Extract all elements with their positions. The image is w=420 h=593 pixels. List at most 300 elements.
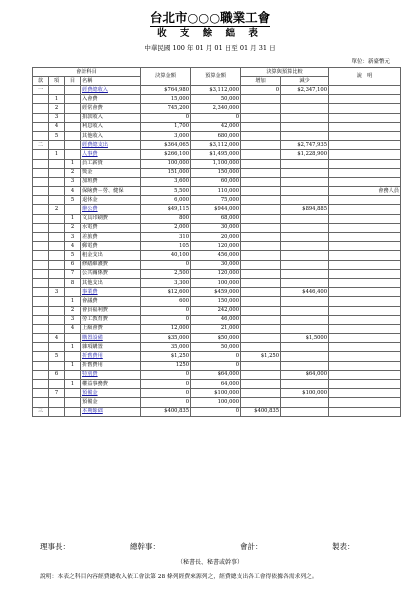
kuan-cell <box>33 352 49 361</box>
table-row <box>33 177 401 186</box>
decrease-cell <box>281 187 329 196</box>
increase-cell <box>241 242 281 251</box>
decrease-cell <box>281 214 329 223</box>
remark-cell <box>329 407 401 416</box>
table-row <box>33 113 401 122</box>
mu-cell: 2 <box>65 306 81 315</box>
remark-cell <box>329 196 401 205</box>
increase-cell <box>241 334 281 343</box>
xiang-cell <box>49 196 65 205</box>
account-name-cell: 入會費 <box>81 95 141 104</box>
increase-cell <box>241 150 281 159</box>
account-name-cell: 雜項購置 <box>81 343 141 352</box>
xiang-cell <box>49 141 65 150</box>
mu-cell: 2 <box>65 168 81 177</box>
increase-cell <box>241 324 281 333</box>
mu-cell: 6 <box>65 260 81 269</box>
increase-cell <box>241 315 281 324</box>
actual-amount-cell: 0 <box>141 398 191 407</box>
kuan-cell <box>33 223 49 232</box>
remark-cell <box>329 131 401 140</box>
table-row <box>33 223 401 232</box>
remark-cell <box>329 352 401 361</box>
kuan-cell <box>33 122 49 131</box>
kuan-cell <box>33 131 49 140</box>
remark-cell <box>329 269 401 278</box>
kuan-cell <box>33 95 49 104</box>
account-name-cell: 加班費 <box>81 177 141 186</box>
mu-cell: 1 <box>65 361 81 370</box>
actual-amount-cell: 0 <box>141 380 191 389</box>
mu-cell: 1 <box>65 380 81 389</box>
kuan-cell <box>33 361 49 370</box>
account-name-cell: 權益事務費 <box>81 380 141 389</box>
xiang-cell <box>49 297 65 306</box>
actual-amount-cell: $35,000 <box>141 334 191 343</box>
secretary-note: （秘書長、秘書或幹事） <box>176 559 243 566</box>
xiang-cell <box>49 187 65 196</box>
decrease-cell: $446,400 <box>281 288 329 297</box>
kuan-cell <box>33 150 49 159</box>
kuan-cell <box>33 380 49 389</box>
kuan-cell <box>33 269 49 278</box>
decrease-cell <box>281 278 329 287</box>
kuan-cell <box>33 370 49 379</box>
increase-cell <box>241 214 281 223</box>
kuan-cell <box>33 398 49 407</box>
remark-cell <box>329 278 401 287</box>
increase-cell <box>241 269 281 278</box>
table-row <box>33 343 401 352</box>
table-row <box>33 251 401 260</box>
decrease-cell: $894,885 <box>281 205 329 214</box>
decrease-cell <box>281 159 329 168</box>
actual-amount-cell: $12,600 <box>141 288 191 297</box>
remark-cell <box>329 113 401 122</box>
table-row <box>33 352 401 361</box>
budget-amount-cell: 50,000 <box>191 343 241 352</box>
budget-amount-cell: 120,000 <box>191 242 241 251</box>
name-header: 名稱 <box>81 77 141 86</box>
table-row <box>33 380 401 389</box>
budget-amount-cell: $64,000 <box>191 370 241 379</box>
account-name-cell: 特別費 <box>81 370 141 379</box>
remark-cell <box>329 214 401 223</box>
increase-cell <box>241 122 281 131</box>
actual-amount-cell: 0 <box>141 306 191 315</box>
actual-amount-cell: 15,000 <box>141 95 191 104</box>
actual-amount-cell: 105 <box>141 242 191 251</box>
budget-amount-cell: 100,000 <box>191 398 241 407</box>
increase-cell <box>241 297 281 306</box>
table-row <box>33 324 401 333</box>
account-name-cell: 修繕維護費 <box>81 260 141 269</box>
mu-cell <box>65 95 81 104</box>
mu-cell: 1 <box>65 159 81 168</box>
actual-amount-cell: $49,115 <box>141 205 191 214</box>
xiang-cell <box>49 324 65 333</box>
xiang-cell: 3 <box>49 113 65 122</box>
budget-amount-cell: $3,112,000 <box>191 141 241 150</box>
actual-amount-cell: 2,500 <box>141 269 191 278</box>
kuan-cell <box>33 242 49 251</box>
kuan-cell <box>33 187 49 196</box>
budget-amount-cell: $1,495,000 <box>191 150 241 159</box>
actual-amount-cell: 745,200 <box>141 104 191 113</box>
table-row <box>33 407 401 416</box>
decrease-cell <box>281 306 329 315</box>
budget-amount-cell: $3,112,000 <box>191 86 241 95</box>
budget-amount-cell: 0 <box>191 352 241 361</box>
account-name-cell: 折舊費用 <box>81 361 141 370</box>
account-name-cell: 差旅費 <box>81 233 141 242</box>
xiang-cell: 4 <box>49 122 65 131</box>
kuan-cell <box>33 113 49 122</box>
xiang-cell <box>49 278 65 287</box>
account-name-cell: 辦公費 <box>81 205 141 214</box>
increase-cell <box>241 196 281 205</box>
account-name-cell: 上級會費 <box>81 324 141 333</box>
budget-amount-cell: 20,000 <box>191 233 241 242</box>
remark-cell <box>329 343 401 352</box>
remark-cell <box>329 334 401 343</box>
document-subtitle: 收 支 餘 絀 表 <box>157 28 263 39</box>
increase-cell <box>241 251 281 260</box>
kuan-cell <box>33 233 49 242</box>
decrease-cell <box>281 131 329 140</box>
remark-cell <box>329 159 401 168</box>
xiang-cell <box>49 233 65 242</box>
budget-amount-cell: 150,000 <box>191 168 241 177</box>
table-row <box>33 260 401 269</box>
increase-cell <box>241 380 281 389</box>
budget-amount-cell: 680,000 <box>191 131 241 140</box>
increase-cell <box>241 187 281 196</box>
table-row <box>33 86 401 95</box>
xiang-cell: 1 <box>49 95 65 104</box>
actual-amount-cell: 0 <box>141 315 191 324</box>
xiang-cell <box>49 398 65 407</box>
budget-amount-cell: 64,000 <box>191 380 241 389</box>
budget-amount-cell: 0 <box>191 407 241 416</box>
mu-cell: 1 <box>65 343 81 352</box>
mu-cell <box>65 389 81 398</box>
mu-cell <box>65 150 81 159</box>
decrease-cell: $64,000 <box>281 370 329 379</box>
budget-amount-cell: 50,000 <box>191 95 241 104</box>
remark-cell <box>329 122 401 131</box>
decrease-cell <box>281 398 329 407</box>
account-name-cell: 保險費－勞、健保 <box>81 187 141 196</box>
compare-header: 決算與預算比較 <box>241 68 329 77</box>
increase-cell <box>241 113 281 122</box>
increase-cell <box>241 233 281 242</box>
remark-cell <box>329 141 401 150</box>
kuan-cell: 二 <box>33 141 49 150</box>
accounts-header: 會計科目 <box>33 68 141 77</box>
account-name-cell: 預備金 <box>81 398 141 407</box>
increase-cell <box>241 95 281 104</box>
kuan-cell: 一 <box>33 86 49 95</box>
account-name-cell: 會議費 <box>81 297 141 306</box>
xiang-cell: 4 <box>49 334 65 343</box>
table-row <box>33 95 401 104</box>
decrease-cell <box>281 177 329 186</box>
remark-cell <box>329 95 401 104</box>
actual-amount-cell: 0 <box>141 260 191 269</box>
table-row <box>33 150 401 159</box>
mu-cell: 3 <box>65 315 81 324</box>
xiang-cell <box>49 260 65 269</box>
decrease-cell: $2,347,100 <box>281 86 329 95</box>
decrease-cell: $1,5000 <box>281 334 329 343</box>
budget-amount-cell: 60,000 <box>191 177 241 186</box>
account-name-cell: 會員福利費 <box>81 306 141 315</box>
mu-cell <box>65 288 81 297</box>
budget-amount-cell: 110,000 <box>191 187 241 196</box>
remark-cell <box>329 242 401 251</box>
mu-header: 目 <box>65 77 81 86</box>
table-row <box>33 104 401 113</box>
mu-cell: 1 <box>65 214 81 223</box>
actual-amount-cell: 800 <box>141 214 191 223</box>
mu-cell: 4 <box>65 324 81 333</box>
mu-cell: 3 <box>65 233 81 242</box>
budget-amount-cell: $100,000 <box>191 389 241 398</box>
table-row <box>33 122 401 131</box>
table-row <box>33 315 401 324</box>
kuan-cell <box>33 315 49 324</box>
budget-amount-cell: 30,000 <box>191 223 241 232</box>
remark-cell <box>329 251 401 260</box>
mu-cell <box>65 205 81 214</box>
table-row <box>33 159 401 168</box>
kuan-cell <box>33 168 49 177</box>
decrease-cell <box>281 260 329 269</box>
actual-amount-cell: $364,065 <box>141 141 191 150</box>
xiang-cell <box>49 214 65 223</box>
decrease-cell <box>281 352 329 361</box>
table-row <box>33 242 401 251</box>
increase-cell <box>241 361 281 370</box>
budget-amount-cell: 75,000 <box>191 196 241 205</box>
actual-amount-cell: 100,000 <box>141 159 191 168</box>
account-name-cell: 其他支出 <box>81 278 141 287</box>
decrease-cell: $100,000 <box>281 389 329 398</box>
xiang-cell <box>49 380 65 389</box>
table-row <box>33 233 401 242</box>
account-name-cell: 公共關係費 <box>81 269 141 278</box>
kuan-cell <box>33 389 49 398</box>
mu-cell <box>65 131 81 140</box>
account-name-cell: 預備金 <box>81 389 141 398</box>
mu-cell <box>65 370 81 379</box>
budget-amount-cell: 0 <box>191 361 241 370</box>
kuan-cell <box>33 324 49 333</box>
xiang-cell <box>49 168 65 177</box>
increase-cell <box>241 223 281 232</box>
increase-cell <box>241 370 281 379</box>
table-row <box>33 205 401 214</box>
remark-cell <box>329 398 401 407</box>
remark-header: 說 明 <box>329 68 401 86</box>
decrease-cell <box>281 113 329 122</box>
mu-cell <box>65 113 81 122</box>
account-name-cell: 經費總支出 <box>81 141 141 150</box>
table-row <box>33 168 401 177</box>
budget-amount-cell: $944,000 <box>191 205 241 214</box>
actual-amount-cell: $1,250 <box>141 352 191 361</box>
table-row <box>33 370 401 379</box>
account-name-cell: 員工薪資 <box>81 159 141 168</box>
mu-cell <box>65 122 81 131</box>
decrease-cell <box>281 361 329 370</box>
mu-cell <box>65 334 81 343</box>
kuan-cell <box>33 177 49 186</box>
mu-cell <box>65 398 81 407</box>
xiang-cell <box>49 269 65 278</box>
kuan-cell <box>33 334 49 343</box>
actual-amount-cell: 151,000 <box>141 168 191 177</box>
actual-amount-cell: 0 <box>141 389 191 398</box>
mu-cell <box>65 352 81 361</box>
kuan-cell <box>33 214 49 223</box>
table-row <box>33 131 401 140</box>
reporting-period: 中華民國 100 年 01 月 01 日至 01 月 31 日 <box>144 44 276 52</box>
increase-cell <box>241 389 281 398</box>
xiang-cell <box>49 407 65 416</box>
account-name-cell: 利息收入 <box>81 122 141 131</box>
kuan-cell <box>33 306 49 315</box>
actual-amount-cell: $764,980 <box>141 86 191 95</box>
budget-amount-cell: 242,000 <box>191 306 241 315</box>
increase-cell: 0 <box>241 86 281 95</box>
budget-amount-cell: $50,000 <box>191 334 241 343</box>
remark-cell <box>329 205 401 214</box>
decrease-cell <box>281 223 329 232</box>
xiang-cell: 7 <box>49 389 65 398</box>
budget-amount-cell: 0 <box>191 113 241 122</box>
budget-amount-cell: 30,000 <box>191 260 241 269</box>
preparer-signature: 製表： <box>332 542 355 551</box>
mu-cell <box>65 407 81 416</box>
account-name-cell: 郵電費 <box>81 242 141 251</box>
remark-cell <box>329 288 401 297</box>
decrease-cell <box>281 233 329 242</box>
budget-amount-cell: 456,000 <box>191 251 241 260</box>
decrease-cell <box>281 315 329 324</box>
remark-cell <box>329 86 401 95</box>
actual-amount-cell: 3,600 <box>141 177 191 186</box>
remark-cell <box>329 380 401 389</box>
account-name-cell: 事業費 <box>81 288 141 297</box>
xiang-cell: 1 <box>49 150 65 159</box>
increase-cell <box>241 306 281 315</box>
increase-cell <box>241 104 281 113</box>
kuan-cell <box>33 104 49 113</box>
table-row <box>33 141 401 150</box>
decrease-cell: $2,747,935 <box>281 141 329 150</box>
remark-cell <box>329 297 401 306</box>
mu-cell: 5 <box>65 196 81 205</box>
account-name-cell: 折舊費用 <box>81 352 141 361</box>
remark-cell <box>329 233 401 242</box>
xiang-cell <box>49 343 65 352</box>
mu-cell: 1 <box>65 297 81 306</box>
increase-cell: $400,835 <box>241 407 281 416</box>
mu-cell <box>65 104 81 113</box>
remark-cell <box>329 389 401 398</box>
increase-cell <box>241 131 281 140</box>
xiang-cell: 2 <box>49 104 65 113</box>
budget-amount-cell: 100,000 <box>191 278 241 287</box>
actual-amount-cell: $266,100 <box>141 150 191 159</box>
actual-amount-cell: 600 <box>141 297 191 306</box>
actual-amount-cell: 2,000 <box>141 223 191 232</box>
mu-cell: 2 <box>65 223 81 232</box>
kuan-cell <box>33 297 49 306</box>
budget-amount-cell: 42,000 <box>191 122 241 131</box>
increase-cell: $1,250 <box>241 352 281 361</box>
decrease-cell <box>281 122 329 131</box>
xiang-cell <box>49 86 65 95</box>
actual-amount-cell: 0 <box>141 370 191 379</box>
decrease-cell <box>281 242 329 251</box>
mu-cell: 7 <box>65 269 81 278</box>
decrease-header: 減少 <box>281 77 329 86</box>
currency-unit: 單位：新臺幣元 <box>351 59 390 65</box>
mu-cell: 4 <box>65 187 81 196</box>
income-expense-table <box>32 67 401 417</box>
account-name-cell: 經費總收入 <box>81 86 141 95</box>
table-row <box>33 187 401 196</box>
budget-amount-cell: 2,340,000 <box>191 104 241 113</box>
remark-cell <box>329 223 401 232</box>
budget-amount-cell: 120,000 <box>191 269 241 278</box>
remark-cell <box>329 361 401 370</box>
account-name-cell: 其他收入 <box>81 131 141 140</box>
budget-amount-cell: 68,000 <box>191 214 241 223</box>
actual-amount-cell: 6,000 <box>141 196 191 205</box>
remark-cell <box>329 104 401 113</box>
decrease-cell: $1,228,900 <box>281 150 329 159</box>
table-row <box>33 398 401 407</box>
kuan-cell <box>33 260 49 269</box>
account-name-cell: 人事費 <box>81 150 141 159</box>
decrease-cell <box>281 297 329 306</box>
budget-amount-cell: $459,000 <box>191 288 241 297</box>
increase-header: 增加 <box>241 77 281 86</box>
accountant-signature: 會計： <box>240 542 263 551</box>
xiang-header: 項 <box>49 77 65 86</box>
decrease-cell <box>281 95 329 104</box>
remark-cell <box>329 315 401 324</box>
kuan-cell: 三 <box>33 407 49 416</box>
table-row <box>33 389 401 398</box>
decrease-cell <box>281 104 329 113</box>
xiang-cell <box>49 242 65 251</box>
account-name-cell: 本期餘絀 <box>81 407 141 416</box>
actual-amount-cell: 3,000 <box>141 131 191 140</box>
account-name-cell: 文具印刷費 <box>81 214 141 223</box>
increase-cell <box>241 168 281 177</box>
remark-cell <box>329 260 401 269</box>
remark-cell <box>329 150 401 159</box>
budget-header: 預算金額 <box>191 68 241 86</box>
actual-amount-cell: 12,000 <box>141 324 191 333</box>
actual-header: 決算金額 <box>141 68 191 86</box>
increase-cell <box>241 159 281 168</box>
